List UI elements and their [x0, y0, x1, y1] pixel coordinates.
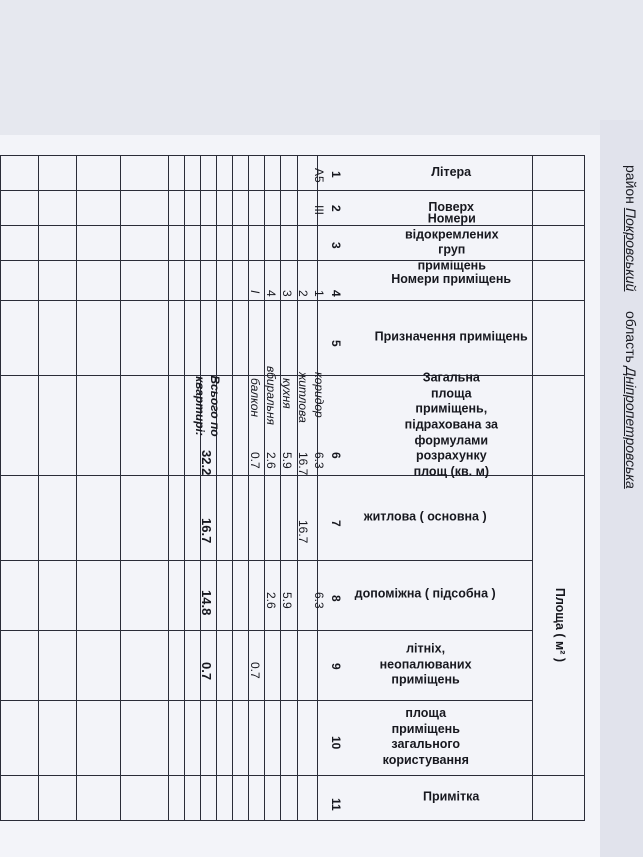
room-number: I: [248, 290, 262, 294]
rotated-table-sheet: [0, 135, 643, 857]
room-auxiliary: 2.6: [264, 592, 278, 609]
room-auxiliary: 6.3: [312, 592, 326, 609]
room-number: 1: [312, 290, 326, 297]
room-total: 16.7: [296, 452, 310, 476]
colnum-4: 4: [329, 290, 343, 297]
district-label: район: [623, 165, 639, 204]
header-auxiliary: допоміжна ( підсобна ): [354, 587, 497, 602]
location-caption: [623, 165, 639, 489]
room-total: 0.7: [248, 452, 262, 469]
header-living: житлова ( основна ): [364, 509, 487, 524]
totals-auxiliary: 14.8: [199, 590, 214, 616]
row-line: [280, 155, 281, 820]
colnum-2: 2: [329, 205, 343, 212]
totals-living: 16.7: [199, 518, 214, 544]
cell-litera: А5: [312, 168, 326, 183]
colnum-10: 10: [329, 736, 343, 750]
row-line: [248, 155, 249, 820]
header-litera: Літера: [431, 164, 472, 179]
district-value: Покровський: [623, 207, 639, 292]
header-purpose: Призначення приміщень: [374, 329, 529, 344]
row-line: [232, 155, 233, 820]
room-number: 4: [264, 290, 278, 297]
room-purpose: вбиральня: [264, 366, 278, 425]
room-number: 3: [280, 290, 294, 297]
row-line: [76, 155, 77, 820]
header-group-numbers: Номери відокремлених груп приміщень: [404, 211, 499, 273]
cell-poverkh: III: [312, 205, 326, 216]
header-common: площа приміщень загального користування: [382, 706, 469, 768]
colnum-9: 9: [329, 663, 343, 670]
colnum-8: 8: [329, 595, 343, 602]
colnum-11: 11: [329, 798, 343, 811]
colnum-5: 5: [329, 340, 343, 347]
room-total: 5.9: [280, 452, 294, 469]
row-line: [200, 155, 201, 820]
room-summer: 0.7: [248, 662, 262, 679]
row-line: [184, 155, 185, 820]
row-line: [120, 155, 121, 820]
row-line: [264, 155, 265, 820]
room-purpose: балкон: [248, 378, 262, 417]
totals-label: Всього по квартирі:: [193, 375, 222, 437]
region-value: Дніпропетровська: [623, 366, 639, 489]
header-total-area: Загальна площа приміщень, підрахована за формулами розрахунку площ (кв. м): [404, 370, 499, 479]
background-top: [0, 0, 643, 135]
room-purpose: коридор: [312, 372, 326, 418]
row-line: [216, 155, 217, 820]
room-purpose: житлова: [296, 372, 310, 423]
room-total: 2.6: [264, 452, 278, 469]
totals-summer: 0.7: [199, 662, 214, 681]
colnum-3: 3: [329, 242, 343, 249]
header-summer: літніх, неопалюваних приміщень: [379, 641, 472, 687]
room-living: 16.7: [296, 520, 310, 544]
room-purpose: кухня: [280, 378, 294, 409]
room-number: 2: [296, 290, 310, 297]
header-room-numbers: Номери приміщень: [391, 272, 512, 287]
header-poverkh: Поверх: [428, 199, 475, 214]
region-label: область: [623, 310, 639, 363]
table-border-right: [0, 820, 585, 821]
room-total: 6.3: [312, 452, 326, 469]
row-line: [0, 155, 1, 820]
room-auxiliary: 5.9: [280, 592, 294, 609]
row-line: [38, 155, 39, 820]
totals-total: 32.2: [199, 450, 214, 476]
colnum-6: 6: [329, 452, 343, 459]
row-line: [168, 155, 169, 820]
colnum-1: 1: [329, 171, 343, 178]
colnum-7: 7: [329, 520, 343, 527]
numbers-row-line: [297, 155, 298, 820]
header-note: Примітка: [423, 789, 480, 804]
header-area-group: Площа ( м² ): [552, 587, 567, 663]
